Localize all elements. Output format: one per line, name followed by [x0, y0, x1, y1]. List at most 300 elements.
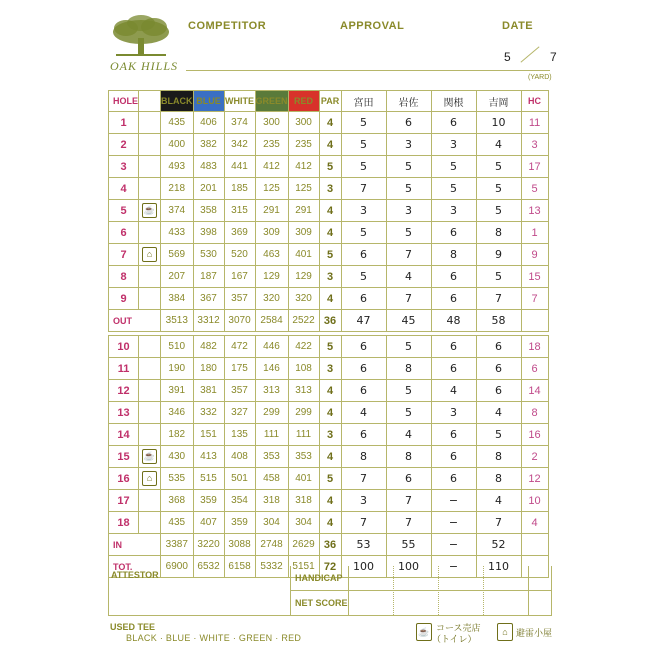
par-value: 5 — [319, 336, 341, 358]
yardage-red: 291 — [288, 200, 319, 222]
yardage-white: 175 — [224, 358, 255, 380]
yardage-red: 299 — [288, 402, 319, 424]
yardage-black: 346 — [161, 402, 194, 424]
total-white: 3088 — [224, 534, 255, 556]
yardage-blue: 187 — [193, 266, 224, 288]
par-value: 3 — [319, 266, 341, 288]
total-blue: 6532 — [193, 556, 224, 578]
in-row — [109, 534, 549, 556]
hole-row — [109, 468, 549, 490]
yardage-white: 327 — [224, 402, 255, 424]
score-player-2: 4 — [386, 266, 431, 288]
yardage-white: 520 — [224, 244, 255, 266]
col-icon — [139, 91, 161, 112]
par-value: 4 — [319, 134, 341, 156]
yardage-red: 318 — [288, 490, 319, 512]
score-player-3: 5 — [431, 178, 476, 200]
total-white: 6158 — [224, 556, 255, 578]
score-player-4: 7 — [476, 512, 521, 534]
hole-row — [109, 446, 549, 468]
yardage-blue: 407 — [193, 512, 224, 534]
score-player-2: 5 — [386, 380, 431, 402]
handicap-value: 1 — [521, 222, 548, 244]
hole-row — [109, 156, 549, 178]
yardage-black: 207 — [161, 266, 194, 288]
yardage-blue: 180 — [193, 358, 224, 380]
score-player-4: 7 — [476, 288, 521, 310]
handicap-value: 18 — [521, 336, 548, 358]
yardage-green: 304 — [255, 512, 288, 534]
score-player-1: 6 — [341, 244, 386, 266]
yardage-green: 458 — [255, 468, 288, 490]
yardage-green: 313 — [255, 380, 288, 402]
col-hc: HC — [521, 91, 548, 112]
logo-text: OAK HILLS — [110, 59, 179, 73]
yardage-green: 446 — [255, 336, 288, 358]
yardage-green: 300 — [255, 112, 288, 134]
yardage-red: 412 — [288, 156, 319, 178]
par-value: 4 — [319, 402, 341, 424]
score-player-3: 8 — [431, 244, 476, 266]
total-blue: 3220 — [193, 534, 224, 556]
total-white: 3070 — [224, 310, 255, 332]
total-player-4: 52 — [476, 534, 521, 556]
yardage-red: 125 — [288, 178, 319, 200]
hole-number: 5 — [109, 200, 139, 222]
handicap-value: 6 — [521, 358, 548, 380]
handicap-value: 16 — [521, 424, 548, 446]
yardage-black: 435 — [161, 112, 194, 134]
yardage-black: 374 — [161, 200, 194, 222]
yardage-blue: 201 — [193, 178, 224, 200]
total-green: 2748 — [255, 534, 288, 556]
col-hole: HOLE — [109, 91, 139, 112]
score-player-3: 3 — [431, 402, 476, 424]
score-player-1: 6 — [341, 288, 386, 310]
score-player-4: 5 — [476, 178, 521, 200]
score-player-1: 6 — [341, 336, 386, 358]
score-player-1: 5 — [341, 266, 386, 288]
handicap-value: 7 — [521, 288, 548, 310]
yardage-black: 535 — [161, 468, 194, 490]
yardage-blue: 367 — [193, 288, 224, 310]
yardage-red: 304 — [288, 512, 319, 534]
yardage-black: 368 — [161, 490, 194, 512]
yardage-green: 235 — [255, 134, 288, 156]
hole-number: 15 — [109, 446, 139, 468]
score-player-3: 6 — [431, 222, 476, 244]
total-player-1: 100 — [341, 556, 386, 578]
score-player-2: 7 — [386, 490, 431, 512]
legend-shelter-icon: ⌂ — [497, 622, 513, 641]
yardage-red: 300 — [288, 112, 319, 134]
total-player-3: − — [431, 534, 476, 556]
icon-cell — [139, 134, 161, 156]
yardage-blue: 482 — [193, 336, 224, 358]
par-value: 4 — [319, 200, 341, 222]
total-player-2: 100 — [386, 556, 431, 578]
yardage-white: 374 — [224, 112, 255, 134]
score-player-2: 3 — [386, 200, 431, 222]
competitor-label: COMPETITOR — [188, 20, 267, 32]
score-player-1: 3 — [341, 200, 386, 222]
date-month: 5 — [504, 50, 511, 64]
icon-cell — [139, 156, 161, 178]
score-player-1: 6 — [341, 424, 386, 446]
score-player-2: 4 — [386, 424, 431, 446]
hole-number: 16 — [109, 468, 139, 490]
footer-col-line-2 — [393, 566, 394, 615]
score-player-2: 5 — [386, 402, 431, 424]
out-row-label: OUT — [109, 310, 161, 332]
icon-cell — [139, 446, 161, 468]
handicap-value: 4 — [521, 512, 548, 534]
in-row-label: IN — [109, 534, 161, 556]
total-red: 5151 — [288, 556, 319, 578]
handicap-value: 8 — [521, 402, 548, 424]
yardage-white: 185 — [224, 178, 255, 200]
col-player-1: 宮田 — [341, 91, 386, 112]
yardage-black: 510 — [161, 336, 194, 358]
handicap-value: 3 — [521, 134, 548, 156]
hole-number: 4 — [109, 178, 139, 200]
score-player-4: 8 — [476, 468, 521, 490]
score-player-4: 6 — [476, 336, 521, 358]
score-player-2: 7 — [386, 512, 431, 534]
handicap-value: 17 — [521, 156, 548, 178]
score-player-3: 3 — [431, 134, 476, 156]
hole-number: 17 — [109, 490, 139, 512]
yardage-blue: 151 — [193, 424, 224, 446]
yardage-black: 391 — [161, 380, 194, 402]
legend-shelter-label: 避雷小屋 — [516, 628, 553, 638]
handicap-value: 5 — [521, 178, 548, 200]
score-player-2: 7 — [386, 244, 431, 266]
total-player-2: 55 — [386, 534, 431, 556]
par-value: 4 — [319, 446, 341, 468]
total-player-1: 47 — [341, 310, 386, 332]
icon-cell — [139, 266, 161, 288]
col-blue: BLUE — [193, 91, 224, 112]
total-player-3: − — [431, 556, 476, 578]
shelter-icon: ⌂ — [142, 247, 157, 262]
hole-number: 8 — [109, 266, 139, 288]
total-black: 3387 — [161, 534, 194, 556]
par-value: 5 — [319, 468, 341, 490]
hole-row — [109, 490, 549, 512]
score-player-1: 5 — [341, 134, 386, 156]
col-player-3: 関根 — [431, 91, 476, 112]
score-player-2: 5 — [386, 336, 431, 358]
yardage-blue: 381 — [193, 380, 224, 402]
score-player-1: 6 — [341, 358, 386, 380]
yardage-green: 299 — [255, 402, 288, 424]
hole-row — [109, 380, 549, 402]
par-value: 4 — [319, 512, 341, 534]
yardage-red: 129 — [288, 266, 319, 288]
yardage-white: 135 — [224, 424, 255, 446]
score-player-3: 6 — [431, 266, 476, 288]
yardage-blue: 406 — [193, 112, 224, 134]
shop-icon: ☕ — [142, 203, 157, 218]
score-player-4: 5 — [476, 200, 521, 222]
oak-tree-logo-icon — [108, 14, 174, 60]
yardage-red: 111 — [288, 424, 319, 446]
yardage-red: 353 — [288, 446, 319, 468]
score-player-4: 10 — [476, 112, 521, 134]
score-player-1: 6 — [341, 380, 386, 402]
yardage-red: 108 — [288, 358, 319, 380]
hole-row — [109, 288, 549, 310]
col-player-2: 岩佐 — [386, 91, 431, 112]
hole-number: 18 — [109, 512, 139, 534]
col-green: GREEN — [255, 91, 288, 112]
score-player-3: 4 — [431, 380, 476, 402]
score-player-3: 6 — [431, 336, 476, 358]
total-hc — [521, 534, 548, 556]
total-red: 2522 — [288, 310, 319, 332]
icon-cell — [139, 468, 161, 490]
hole-number: 13 — [109, 402, 139, 424]
yardage-white: 167 — [224, 266, 255, 288]
icon-cell — [139, 222, 161, 244]
yardage-black: 430 — [161, 446, 194, 468]
par-value: 5 — [319, 156, 341, 178]
score-player-1: 7 — [341, 512, 386, 534]
yardage-white: 315 — [224, 200, 255, 222]
score-player-4: 5 — [476, 156, 521, 178]
yardage-black: 400 — [161, 134, 194, 156]
yardage-blue: 382 — [193, 134, 224, 156]
total-player-4: 110 — [476, 556, 521, 578]
hole-number: 2 — [109, 134, 139, 156]
footer-col-line-5 — [528, 566, 529, 615]
col-player-4: 吉岡 — [476, 91, 521, 112]
legend-shop-label: コース売店 — [436, 623, 481, 633]
yardage-white: 342 — [224, 134, 255, 156]
yardage-white: 357 — [224, 288, 255, 310]
score-player-1: 5 — [341, 156, 386, 178]
hole-number: 12 — [109, 380, 139, 402]
handicap-value: 10 — [521, 490, 548, 512]
net-score-label: NET SCORE — [295, 598, 348, 608]
date-slash — [520, 46, 539, 62]
hole-row — [109, 336, 549, 358]
hole-row — [109, 222, 549, 244]
handicap-value: 13 — [521, 200, 548, 222]
yardage-blue: 332 — [193, 402, 224, 424]
yardage-red: 320 — [288, 288, 319, 310]
yardage-red: 422 — [288, 336, 319, 358]
hole-row — [109, 200, 549, 222]
total-green: 5332 — [255, 556, 288, 578]
out-row — [109, 310, 549, 332]
handicap-value: 14 — [521, 380, 548, 402]
score-player-3: 6 — [431, 468, 476, 490]
yardage-green: 125 — [255, 178, 288, 200]
yardage-red: 401 — [288, 244, 319, 266]
handicap-value: 11 — [521, 112, 548, 134]
hole-number: 10 — [109, 336, 139, 358]
yardage-green: 320 — [255, 288, 288, 310]
total-hc — [521, 310, 548, 332]
yardage-white: 472 — [224, 336, 255, 358]
col-white: WHITE — [224, 91, 255, 112]
par-value: 3 — [319, 358, 341, 380]
score-player-2: 5 — [386, 178, 431, 200]
icon-cell — [139, 358, 161, 380]
score-player-4: 8 — [476, 222, 521, 244]
yardage-blue: 359 — [193, 490, 224, 512]
hole-row — [109, 266, 549, 288]
par-value: 4 — [319, 490, 341, 512]
score-player-2: 8 — [386, 446, 431, 468]
yardage-red: 309 — [288, 222, 319, 244]
hole-number: 3 — [109, 156, 139, 178]
score-player-3: − — [431, 490, 476, 512]
legend-shop-icon: ☕ — [416, 622, 432, 641]
competitor-underline — [186, 70, 550, 71]
yardage-black: 435 — [161, 512, 194, 534]
yardage-black: 433 — [161, 222, 194, 244]
yardage-green: 129 — [255, 266, 288, 288]
score-player-2: 5 — [386, 156, 431, 178]
tot-row-label: TOT. — [109, 556, 161, 578]
yardage-green: 463 — [255, 244, 288, 266]
date-label: DATE — [502, 20, 534, 32]
total-player-2: 45 — [386, 310, 431, 332]
total-black: 3513 — [161, 310, 194, 332]
total-par: 36 — [319, 534, 341, 556]
total-black: 6900 — [161, 556, 194, 578]
yardage-black: 218 — [161, 178, 194, 200]
yardage-white: 357 — [224, 380, 255, 402]
score-player-3: 3 — [431, 200, 476, 222]
yardage-red: 235 — [288, 134, 319, 156]
total-red: 2629 — [288, 534, 319, 556]
yardage-black: 493 — [161, 156, 194, 178]
score-player-4: 4 — [476, 134, 521, 156]
score-player-4: 6 — [476, 358, 521, 380]
score-player-1: 5 — [341, 222, 386, 244]
footer-divider-h — [290, 590, 551, 591]
yardage-black: 569 — [161, 244, 194, 266]
score-player-4: 5 — [476, 424, 521, 446]
hole-number: 6 — [109, 222, 139, 244]
col-par: PAR — [319, 91, 341, 112]
used-tee-label: USED TEE — [110, 622, 156, 632]
hole-row — [109, 134, 549, 156]
attestor-label: ATTESTOR — [111, 570, 159, 580]
score-player-2: 8 — [386, 358, 431, 380]
used-tee-list: BLACK · BLUE · WHITE · GREEN · RED — [126, 633, 302, 643]
score-player-4: 5 — [476, 266, 521, 288]
yardage-white: 354 — [224, 490, 255, 512]
hole-number: 7 — [109, 244, 139, 266]
total-green: 2584 — [255, 310, 288, 332]
score-player-3: 6 — [431, 112, 476, 134]
yardage-green: 111 — [255, 424, 288, 446]
icon-cell — [139, 402, 161, 424]
icon-cell — [139, 490, 161, 512]
yardage-green: 146 — [255, 358, 288, 380]
hole-row — [109, 112, 549, 134]
total-par: 72 — [319, 556, 341, 578]
hole-row — [109, 424, 549, 446]
yardage-red: 401 — [288, 468, 319, 490]
icon-cell — [139, 424, 161, 446]
handicap-value: 12 — [521, 468, 548, 490]
shelter-icon: ⌂ — [142, 471, 157, 486]
legend-shop-sublabel: （トイレ） — [432, 634, 477, 644]
score-player-2: 3 — [386, 134, 431, 156]
score-player-1: 3 — [341, 490, 386, 512]
hole-row — [109, 178, 549, 200]
hole-number: 9 — [109, 288, 139, 310]
icon-cell — [139, 336, 161, 358]
icon-cell — [139, 288, 161, 310]
hole-number: 14 — [109, 424, 139, 446]
hole-number: 1 — [109, 112, 139, 134]
score-player-2: 6 — [386, 468, 431, 490]
score-player-1: 5 — [341, 112, 386, 134]
yardage-white: 369 — [224, 222, 255, 244]
icon-cell — [139, 178, 161, 200]
par-value: 4 — [319, 112, 341, 134]
score-player-1: 4 — [341, 402, 386, 424]
hole-row — [109, 402, 549, 424]
total-player-4: 58 — [476, 310, 521, 332]
icon-cell — [139, 244, 161, 266]
score-player-4: 9 — [476, 244, 521, 266]
yard-label: (YARD) — [528, 74, 552, 81]
yardage-white: 501 — [224, 468, 255, 490]
score-player-2: 6 — [386, 112, 431, 134]
handicap-value: 15 — [521, 266, 548, 288]
footer-box — [108, 566, 552, 616]
yardage-green: 318 — [255, 490, 288, 512]
hole-number: 11 — [109, 358, 139, 380]
total-player-1: 53 — [341, 534, 386, 556]
score-player-3: 6 — [431, 288, 476, 310]
score-player-3: − — [431, 512, 476, 534]
yardage-blue: 413 — [193, 446, 224, 468]
footer-col-line-4 — [483, 566, 484, 615]
par-value: 5 — [319, 244, 341, 266]
footer-col-line-1 — [348, 566, 349, 615]
footer-col-line-3 — [438, 566, 439, 615]
score-player-4: 6 — [476, 380, 521, 402]
hole-row — [109, 244, 549, 266]
icon-cell — [139, 380, 161, 402]
header-row — [109, 91, 549, 112]
date-day: 7 — [550, 50, 557, 64]
hole-row — [109, 512, 549, 534]
handicap-value: 2 — [521, 446, 548, 468]
par-value: 3 — [319, 424, 341, 446]
yardage-blue: 398 — [193, 222, 224, 244]
col-black: BLACK — [161, 91, 194, 112]
score-player-3: 5 — [431, 156, 476, 178]
par-value: 4 — [319, 380, 341, 402]
yardage-white: 408 — [224, 446, 255, 468]
yardage-white: 441 — [224, 156, 255, 178]
yardage-green: 291 — [255, 200, 288, 222]
handicap-label: HANDICAP — [295, 573, 343, 583]
hole-row — [109, 358, 549, 380]
score-player-4: 8 — [476, 446, 521, 468]
yardage-white: 359 — [224, 512, 255, 534]
